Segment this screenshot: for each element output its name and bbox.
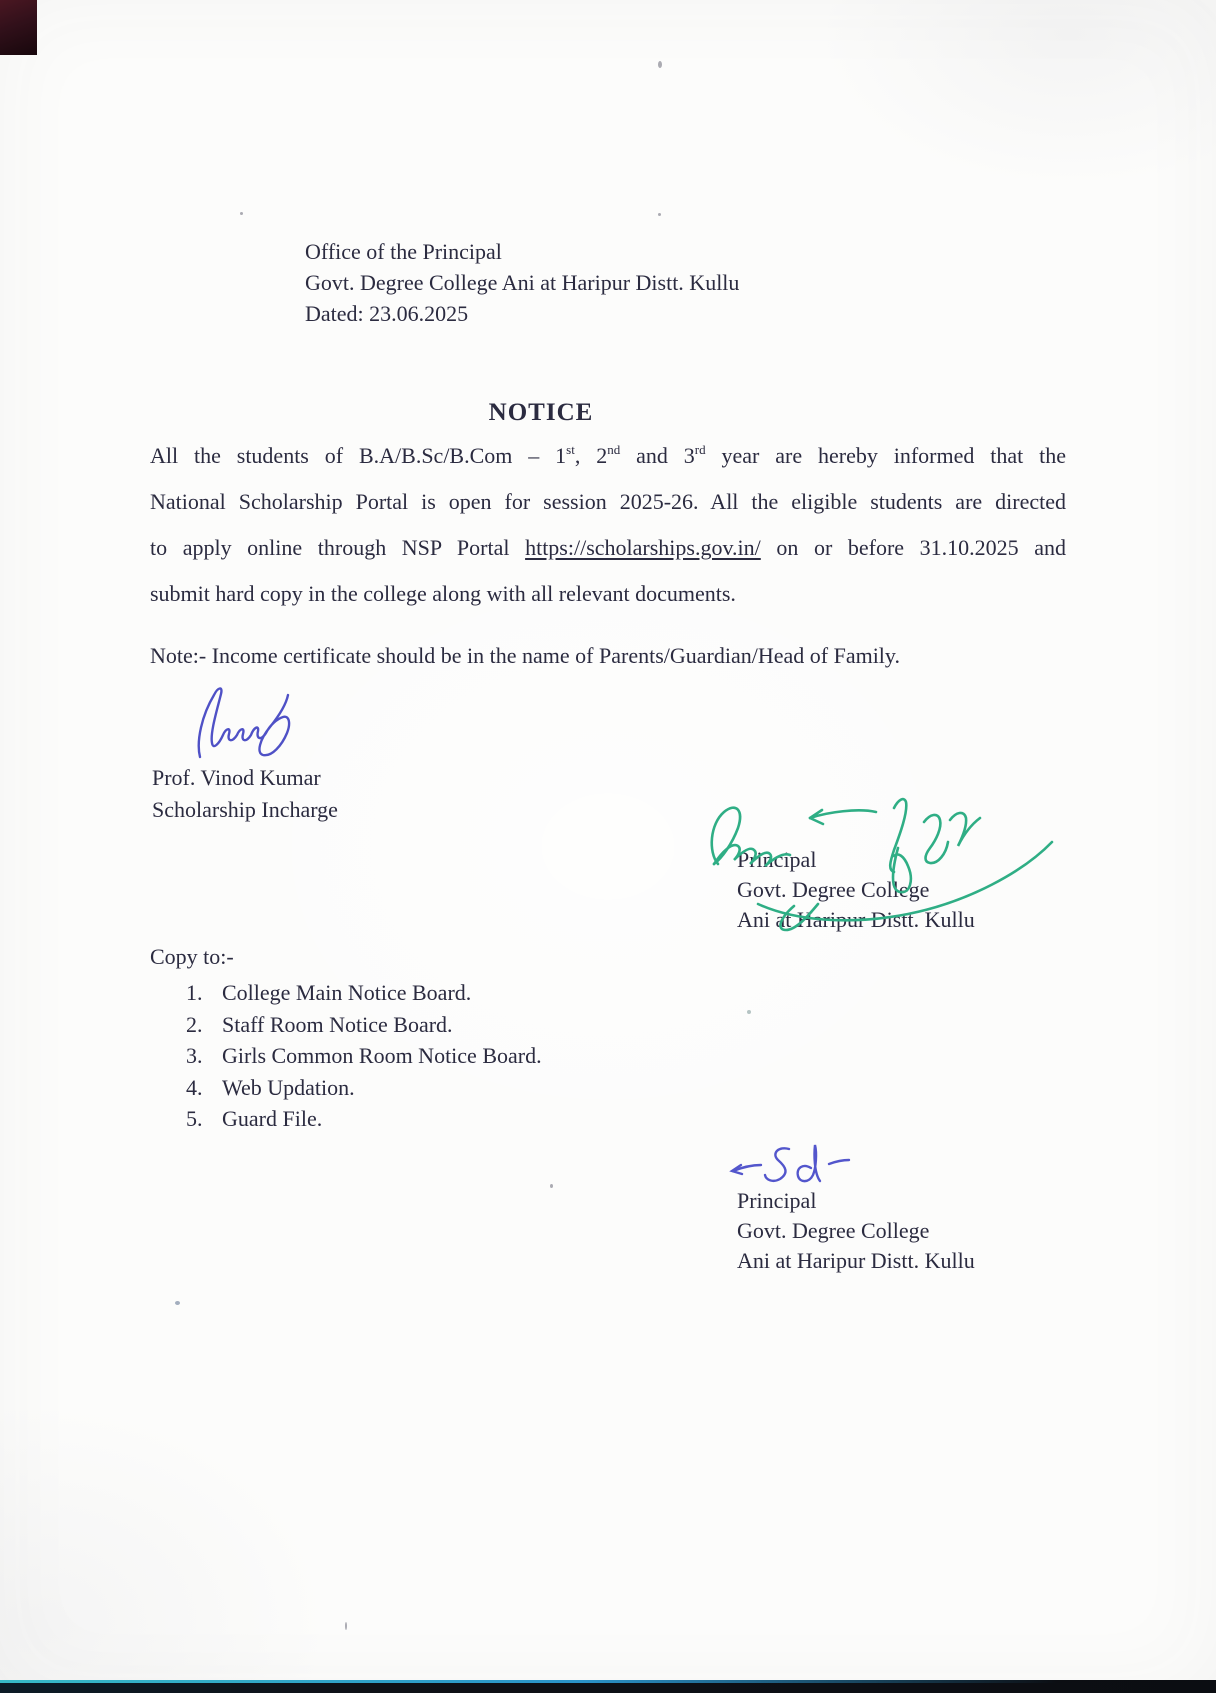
body-text: , 2 bbox=[574, 443, 608, 468]
incharge-block bbox=[152, 762, 338, 826]
incharge-signature-icon bbox=[190, 681, 308, 769]
date-line: Dated: 23.06.2025 bbox=[305, 301, 469, 326]
principal-title: Principal bbox=[737, 847, 817, 872]
list-item-number: 4. bbox=[186, 1074, 203, 1100]
principal-title: Principal bbox=[737, 1188, 817, 1213]
incharge-name: Prof. Vinod Kumar bbox=[152, 765, 321, 790]
body-text: and 3 bbox=[620, 443, 695, 468]
list-item-text: Web Updation. bbox=[222, 1074, 355, 1100]
nsp-portal-link[interactable]: https://scholarships.gov.in/ bbox=[525, 535, 761, 560]
body-text: All the students of B.A/B.Sc/B.Com – 1 bbox=[150, 443, 567, 468]
copy-to-label: Copy to:- bbox=[150, 944, 234, 969]
letterhead bbox=[305, 236, 739, 329]
body-text: on or before 31.10.2025 and bbox=[760, 535, 1066, 560]
list-item-text: Girls Common Room Notice Board. bbox=[222, 1043, 542, 1069]
scan-speck bbox=[240, 212, 243, 215]
college-line: Govt. Degree College Ani at Haripur Distt. Kullu bbox=[305, 270, 740, 295]
body-line-4: submit hard copy in the college along with all relevant documents. bbox=[150, 581, 736, 606]
body-line-1 bbox=[150, 433, 1066, 479]
scan-speck bbox=[550, 1184, 553, 1188]
scan-speck bbox=[175, 1301, 180, 1305]
list-item-text: College Main Notice Board. bbox=[222, 980, 472, 1005]
ordinal-superscript: nd bbox=[607, 442, 621, 457]
list-item-number: 3. bbox=[186, 1043, 203, 1069]
office-line: Office of the Principal bbox=[305, 239, 502, 264]
incharge-designation: Scholarship Incharge bbox=[152, 797, 338, 822]
body-line-3 bbox=[150, 525, 1066, 571]
principal-signature-block bbox=[737, 845, 975, 935]
principal-college: Govt. Degree College bbox=[737, 877, 930, 902]
copy-to-block bbox=[150, 940, 542, 1135]
note-line: Note:- Income certificate should be in the name of Parents/Guardian/Head of Family. bbox=[150, 643, 900, 668]
sd-principal-block bbox=[737, 1186, 975, 1276]
copy-to-list bbox=[150, 977, 542, 1135]
body-text: year are hereby informed that the bbox=[705, 443, 1067, 468]
list-item-number: 5. bbox=[186, 1106, 203, 1132]
list-item bbox=[150, 1009, 542, 1041]
scan-corner-artifact bbox=[0, 0, 37, 55]
scan-speck bbox=[747, 1010, 751, 1014]
body-text: to apply online through NSP Portal bbox=[150, 535, 526, 560]
ordinal-superscript: rd bbox=[694, 442, 706, 457]
list-item bbox=[150, 1072, 542, 1104]
body-line-2: National Scholarship Portal is open for session 2025-26. All the eligible students are directed bbox=[150, 489, 1066, 514]
principal-address: Ani at Haripur Distt. Kullu bbox=[737, 1248, 975, 1273]
list-item bbox=[150, 1040, 542, 1072]
scan-bottom-band bbox=[0, 1680, 1216, 1693]
list-item-number: 1. bbox=[186, 980, 203, 1005]
notice-title: NOTICE bbox=[488, 399, 594, 426]
scan-speck bbox=[658, 61, 662, 68]
list-item bbox=[150, 1103, 542, 1135]
principal-college: Govt. Degree College bbox=[737, 1218, 930, 1243]
scan-speck bbox=[658, 213, 661, 216]
scan-speck bbox=[345, 1622, 347, 1630]
list-item-text: Guard File. bbox=[222, 1106, 323, 1132]
list-item-number: 2. bbox=[186, 1011, 203, 1037]
notice-body bbox=[150, 433, 1066, 617]
list-item bbox=[150, 977, 542, 1009]
list-item-text: Staff Room Notice Board. bbox=[222, 1011, 453, 1037]
principal-address: Ani at Haripur Distt. Kullu bbox=[737, 907, 975, 932]
ordinal-superscript: st bbox=[566, 442, 575, 457]
